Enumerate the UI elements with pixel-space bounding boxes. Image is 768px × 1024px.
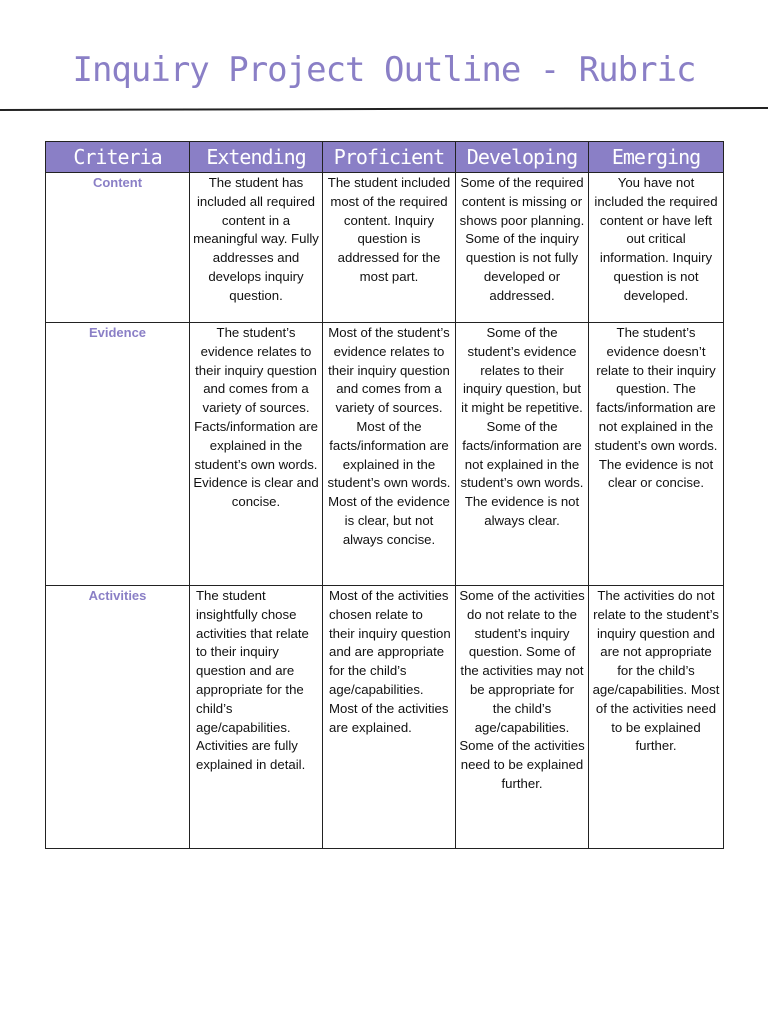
cell-evidence-proficient: Most of the student’s evidence relates to their inquiry question and comes from a variety of sources. Most of the facts/information are explained in the student’s own words. Most of the evidence is clear, but not always concise. [323,323,456,586]
cell-evidence-extending: The student’s evidence relates to their inquiry question and comes from a variety of sources. Facts/information are explained in the student’s own words. Evidence is clear and concise. [190,323,323,586]
cell-evidence-developing: Some of the student’s evidence relates to their inquiry question, but it might be repetitive. Some of the facts/information are not explained in the student’s own words. The evidence is not always clear. [456,323,589,586]
cell-content-proficient: The student included most of the required content. Inquiry question is addressed for the most part. [323,173,456,323]
header-developing: Developing [456,142,589,173]
title-underline [0,107,768,111]
cell-content-extending: The student has included all required content in a meaningful way. Fully addresses and develops inquiry question. [190,173,323,323]
cell-activities-developing: Some of the activities do not relate to the student’s inquiry question. Some of the activities may not be appropriate for the child’s age/capabilities. Some of the activities need to be explained further. [456,586,589,849]
table-row-activities [46,586,724,849]
header-proficient: Proficient [323,142,456,173]
cell-evidence-emerging: The student’s evidence doesn’t relate to their inquiry question. The facts/information are not explained in the student’s own words. The evidence is not clear or concise. [589,323,724,586]
criterion-activities: Activities [46,586,190,849]
cell-activities-emerging: The activities do not relate to the student’s inquiry question and are not appropriate for the child’s age/capabilities. Most of the activities need to be explained further. [589,586,724,849]
header-criteria: Criteria [46,142,190,173]
table-row-content [46,173,724,323]
rubric-table [45,141,724,849]
header-emerging: Emerging [589,142,724,173]
cell-content-developing: Some of the required content is missing or shows poor planning. Some of the inquiry question is not fully developed or addressed. [456,173,589,323]
criterion-content: Content [46,173,190,323]
header-extending: Extending [190,142,323,173]
cell-content-emerging: You have not included the required content or have left out critical information. Inquiry question is not developed. [589,173,724,323]
cell-activities-proficient: Most of the activities chosen relate to their inquiry question and are appropriate for the child’s age/capabilities. Most of the activities are explained. [323,586,456,849]
table-row-evidence [46,323,724,586]
cell-activities-extending: The student insightfully chose activities that relate to their inquiry question and are appropriate for the child’s age/capabilities. Activities are fully explained in detail. [190,586,323,849]
criterion-evidence: Evidence [46,323,190,586]
page-title: Inquiry Project Outline - Rubric [72,50,696,90]
header-row [46,142,724,173]
